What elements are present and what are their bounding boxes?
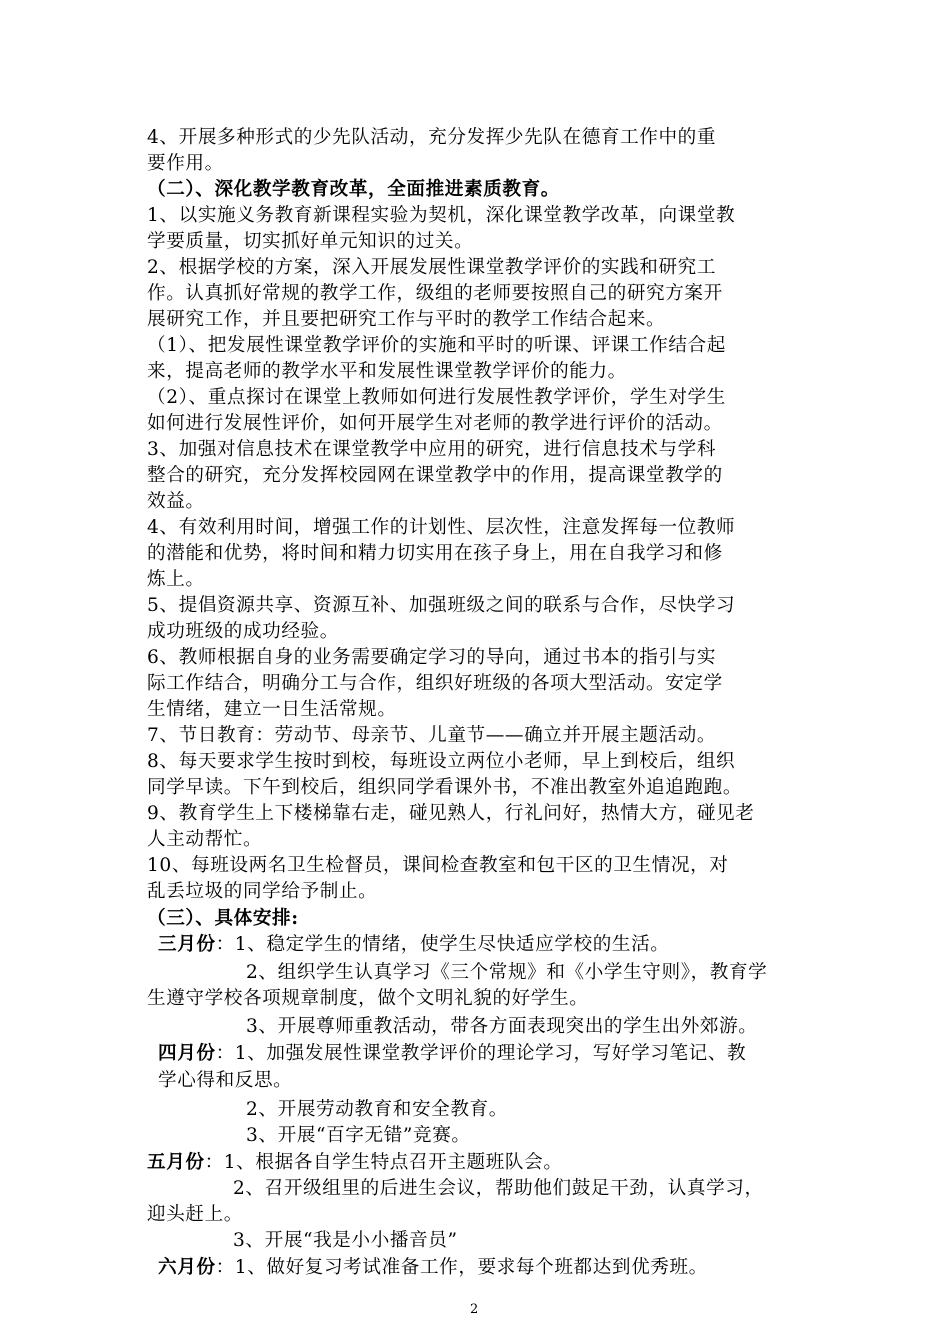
month-label-april: 四月份 bbox=[158, 1043, 216, 1064]
text-line: 9、教育学生上下楼梯靠右走，碰见熟人，行礼问好，热情大方，碰见老 bbox=[147, 803, 755, 824]
text-line: 际工作结合，明确分工与合作，组织好班级的各项大型活动。安定学 bbox=[147, 673, 723, 694]
section-heading: （二）、深化教学教育改革，全面推进素质教育。 bbox=[147, 179, 560, 200]
schedule-text: ：1、做好复习考试准备工作，要求每个班都达到优秀班。 bbox=[215, 1257, 708, 1278]
text-line: 1、以实施义务教育新课程实验为契机，深化课堂教学改革，向课堂教 bbox=[147, 205, 736, 226]
text-line: 来，提高老师的教学水平和发展性课堂教学评价的能力。 bbox=[147, 361, 627, 382]
text-line: 人主动帮忙。 bbox=[147, 829, 263, 850]
text-line: 生情绪，建立一日生活常规。 bbox=[147, 699, 397, 720]
text-line: （2）、重点探讨在课堂上教师如何进行发展性教学评价，学生对学生 bbox=[147, 387, 726, 408]
text-line: 的潜能和优势，将时间和精力切实用在孩子身上，用在自我学习和修 bbox=[147, 543, 723, 564]
schedule-line: 3、开展尊师重教活动，带各方面表现突出的学生出外郊游。 bbox=[246, 1016, 758, 1037]
text-line: 学要质量，切实抓好单元知识的过关。 bbox=[147, 231, 474, 252]
text-line: 炼上。 bbox=[147, 569, 205, 590]
month-label-june: 六月份 bbox=[158, 1257, 216, 1278]
schedule-may-line-1 bbox=[147, 1150, 563, 1176]
schedule-text: ：1、根据各自学生特点召开主题班队会。 bbox=[204, 1152, 563, 1173]
schedule-line: 迎头赶上。 bbox=[147, 1204, 243, 1225]
schedule-heading: （三）、具体安排: bbox=[147, 908, 299, 929]
schedule-line: 2、召开级组里的后进生会议，帮助他们鼓足干劲，认真学习， bbox=[233, 1178, 764, 1199]
schedule-june-line-1 bbox=[158, 1255, 708, 1281]
schedule-line: 生遵守学校各项规章制度，做个文明礼貌的好学生。 bbox=[147, 988, 589, 1009]
text-line: （1）、把发展性课堂教学评价的实施和平时的听课、评课工作结合起 bbox=[147, 335, 726, 356]
text-line: 8、每天要求学生按时到校，每班设立两位小老师，早上到校后，组织 bbox=[147, 751, 736, 772]
text-line: 成功班级的成功经验。 bbox=[147, 621, 339, 642]
schedule-line: 2、组织学生认真学习《三个常规》和《小学生守则》，教育学 bbox=[246, 962, 768, 983]
text-line: 6、教师根据自身的业务需要确定学习的导向，通过书本的指引与实 bbox=[147, 647, 717, 668]
schedule-march-line-1 bbox=[158, 932, 669, 958]
text-line: 展研究工作，并且要把研究工作与平时的教学工作结合起来。 bbox=[147, 309, 666, 330]
text-line: 2、根据学校的方案，深入开展发展性课堂教学评价的实践和研究工 bbox=[147, 257, 717, 278]
text-line: 7、节日教育：劳动节、母亲节、儿童节——确立并开展主题活动。 bbox=[147, 725, 717, 746]
schedule-line: 2、开展劳动教育和安全教育。 bbox=[246, 1099, 508, 1120]
text-line: 如何进行发展性评价，如何开展学生对老师的教学进行评价的活动。 bbox=[147, 413, 723, 434]
text-line: 效益。 bbox=[147, 491, 205, 512]
text-line: 3、加强对信息技术在课堂教学中应用的研究，进行信息技术与学科 bbox=[147, 439, 717, 460]
schedule-line: 学心得和反思。 bbox=[158, 1070, 293, 1091]
text-line: 5、提倡资源共享、资源互补、加强班级之间的联系与合作，尽快学习 bbox=[147, 595, 736, 616]
schedule-line: 3、开展“我是小小播音员” bbox=[233, 1230, 458, 1251]
month-label-march: 三月份 bbox=[158, 934, 216, 955]
page-number: 2 bbox=[470, 1302, 479, 1317]
text-line: 整合的研究，充分发挥校园网在课堂教学中的作用，提高课堂教学的 bbox=[147, 465, 723, 486]
text-line: 要作用。 bbox=[147, 153, 224, 174]
text-line: 作。认真抓好常规的教学工作，级组的老师要按照自己的研究方案开 bbox=[147, 283, 723, 304]
month-label-may: 五月份 bbox=[147, 1152, 205, 1173]
text-line: 4、开展多种形式的少先队活动，充分发挥少先队在德育工作中的重 bbox=[147, 127, 717, 148]
text-line: 4、有效利用时间，增强工作的计划性、层次性，注意发挥每一位教师 bbox=[147, 517, 736, 538]
schedule-april-line-1 bbox=[158, 1041, 746, 1067]
schedule-line: 3、开展“百字无错”竞赛。 bbox=[246, 1125, 471, 1146]
text-line: 乱丢垃圾的同学给予制止。 bbox=[147, 881, 378, 902]
schedule-text: ：1、加强发展性课堂教学评价的理论学习，写好学习笔记、教 bbox=[215, 1043, 747, 1064]
text-line: 10、每班设两名卫生检督员，课间检查教室和包干区的卫生情况，对 bbox=[147, 855, 729, 876]
schedule-text: ：1、稳定学生的情绪，使学生尽快适应学校的生活。 bbox=[215, 934, 670, 955]
text-line: 同学早读。下午到校后，组织同学看课外书，不准出教室外追追跑跑。 bbox=[147, 777, 743, 798]
